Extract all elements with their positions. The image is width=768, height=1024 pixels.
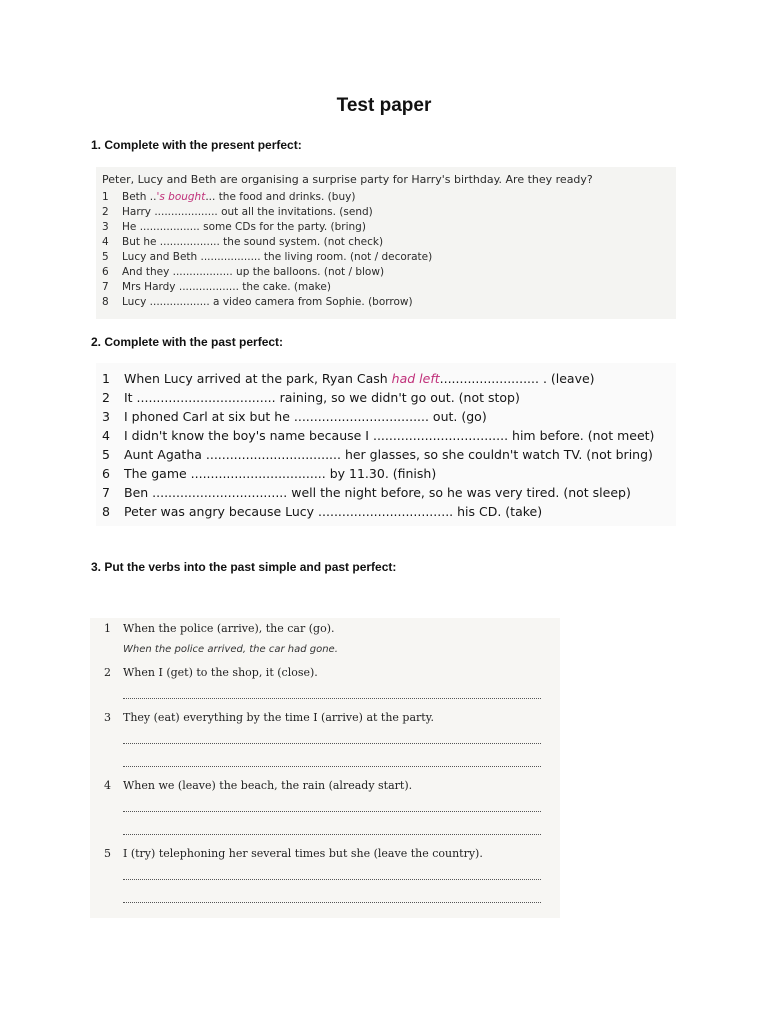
item-text: It ................................... raining, so we didn't go out. (not stop)	[124, 390, 520, 405]
answer-line	[123, 834, 541, 835]
section-2-heading: 2. Complete with the past perfect:	[91, 335, 284, 349]
item-number: 5	[102, 447, 110, 462]
exercise-item	[102, 388, 654, 407]
item-text: But he .................. the sound system. (not check)	[122, 236, 384, 248]
item-text: When we (leave) the beach, the rain (already start).	[123, 779, 413, 792]
example-answer: When the police arrived, the car had gone.	[123, 644, 338, 655]
exercise-item	[102, 280, 432, 295]
exercise-item	[104, 622, 334, 635]
item-text: Aunt Agatha .................................. her glasses, so she couldn't watch TV. (not bring)	[124, 447, 653, 462]
item-number: 6	[102, 266, 109, 278]
item-text-end: ......................... . (leave)	[439, 371, 595, 386]
item-text: Ben .................................. well the night before, so he was very tired. (not sleep)	[124, 485, 631, 500]
item-text: When the police (arrive), the car (go).	[123, 622, 335, 635]
section-3-heading: 3. Put the verbs into the past simple and past perfect:	[91, 560, 397, 574]
item-number: 2	[102, 390, 110, 405]
page-title: Test paper	[336, 95, 432, 116]
handwritten-answer: had left	[391, 371, 440, 386]
exercise-item	[102, 295, 432, 310]
item-number: 5	[104, 847, 111, 860]
handwritten-answer: 's bought	[156, 191, 206, 203]
exercise-item	[102, 407, 654, 426]
item-text: Lucy .................. a video camera from Sophie. (borrow)	[122, 296, 413, 308]
answer-line	[123, 698, 541, 699]
item-number: 5	[102, 251, 109, 263]
exercise-item	[102, 190, 432, 205]
item-text: Lucy and Beth .................. the living room. (not / decorate)	[122, 251, 433, 263]
item-number: 8	[102, 296, 109, 308]
exercise-item	[102, 205, 432, 220]
exercise-item	[102, 445, 654, 464]
exercise-item	[102, 265, 432, 280]
item-number: 2	[102, 206, 109, 218]
exercise-item	[104, 711, 434, 724]
item-text: They (eat) everything by the time I (arrive) at the party.	[123, 711, 434, 724]
item-number: 7	[102, 485, 110, 500]
item-number: 4	[102, 428, 110, 443]
answer-line	[123, 879, 541, 880]
item-text: He .................. some CDs for the party. (bring)	[122, 221, 366, 233]
item-number: 3	[102, 221, 109, 233]
answer-line	[123, 743, 541, 744]
section-1-exercise	[96, 167, 676, 319]
exercise-item	[102, 369, 654, 388]
item-number: 7	[102, 281, 109, 293]
item-number: 4	[102, 236, 109, 248]
item-number: 1	[102, 371, 110, 386]
item-text: And they .................. up the balloons. (not / blow)	[122, 266, 385, 278]
item-text: I didn't know the boy's name because I .................................. him before. (not meet)	[124, 428, 655, 443]
item-text: I phoned Carl at six but he .................................. out. (go)	[124, 409, 487, 424]
item-text: Harry ................... out all the invitations. (send)	[122, 206, 373, 218]
section-1-heading: 1. Complete with the present perfect:	[91, 138, 302, 152]
item-text: Mrs Hardy .................. the cake. (make)	[122, 281, 331, 293]
item-number: 1	[104, 622, 111, 635]
answer-line	[123, 902, 541, 903]
exercise-item	[104, 666, 318, 679]
answer-line	[123, 766, 541, 767]
item-number: 3	[104, 711, 111, 724]
exercise-item	[102, 464, 654, 483]
item-text: Peter was angry because Lucy .................................. his CD. (take)	[124, 504, 543, 519]
exercise-item	[102, 502, 654, 521]
item-text: When I (get) to the shop, it (close).	[123, 666, 318, 679]
item-text: Beth ..	[122, 191, 157, 203]
item-text: When Lucy arrived at the park, Ryan Cash	[124, 371, 392, 386]
item-number: 6	[102, 466, 110, 481]
item-text-end: ... the food and drinks. (buy)	[205, 191, 356, 203]
exercise-item	[102, 220, 432, 235]
exercise-item	[104, 779, 412, 792]
section-1-intro: Peter, Lucy and Beth are organising a surprise party for Harry's birthday. Are they ready?	[102, 173, 593, 186]
section-2-exercise	[96, 363, 676, 526]
item-number: 1	[102, 191, 109, 203]
exercise-item	[102, 250, 432, 265]
exercise-item	[102, 426, 654, 445]
exercise-item	[102, 235, 432, 250]
item-number: 2	[104, 666, 111, 679]
item-number: 4	[104, 779, 111, 792]
section-3-exercise	[90, 618, 560, 918]
item-text: I (try) telephoning her several times but she (leave the country).	[123, 847, 483, 860]
exercise-item	[102, 483, 654, 502]
item-number: 3	[102, 409, 110, 424]
exercise-item	[104, 847, 483, 860]
answer-line	[123, 811, 541, 812]
item-number: 8	[102, 504, 110, 519]
item-text: The game .................................. by 11.30. (finish)	[124, 466, 437, 481]
